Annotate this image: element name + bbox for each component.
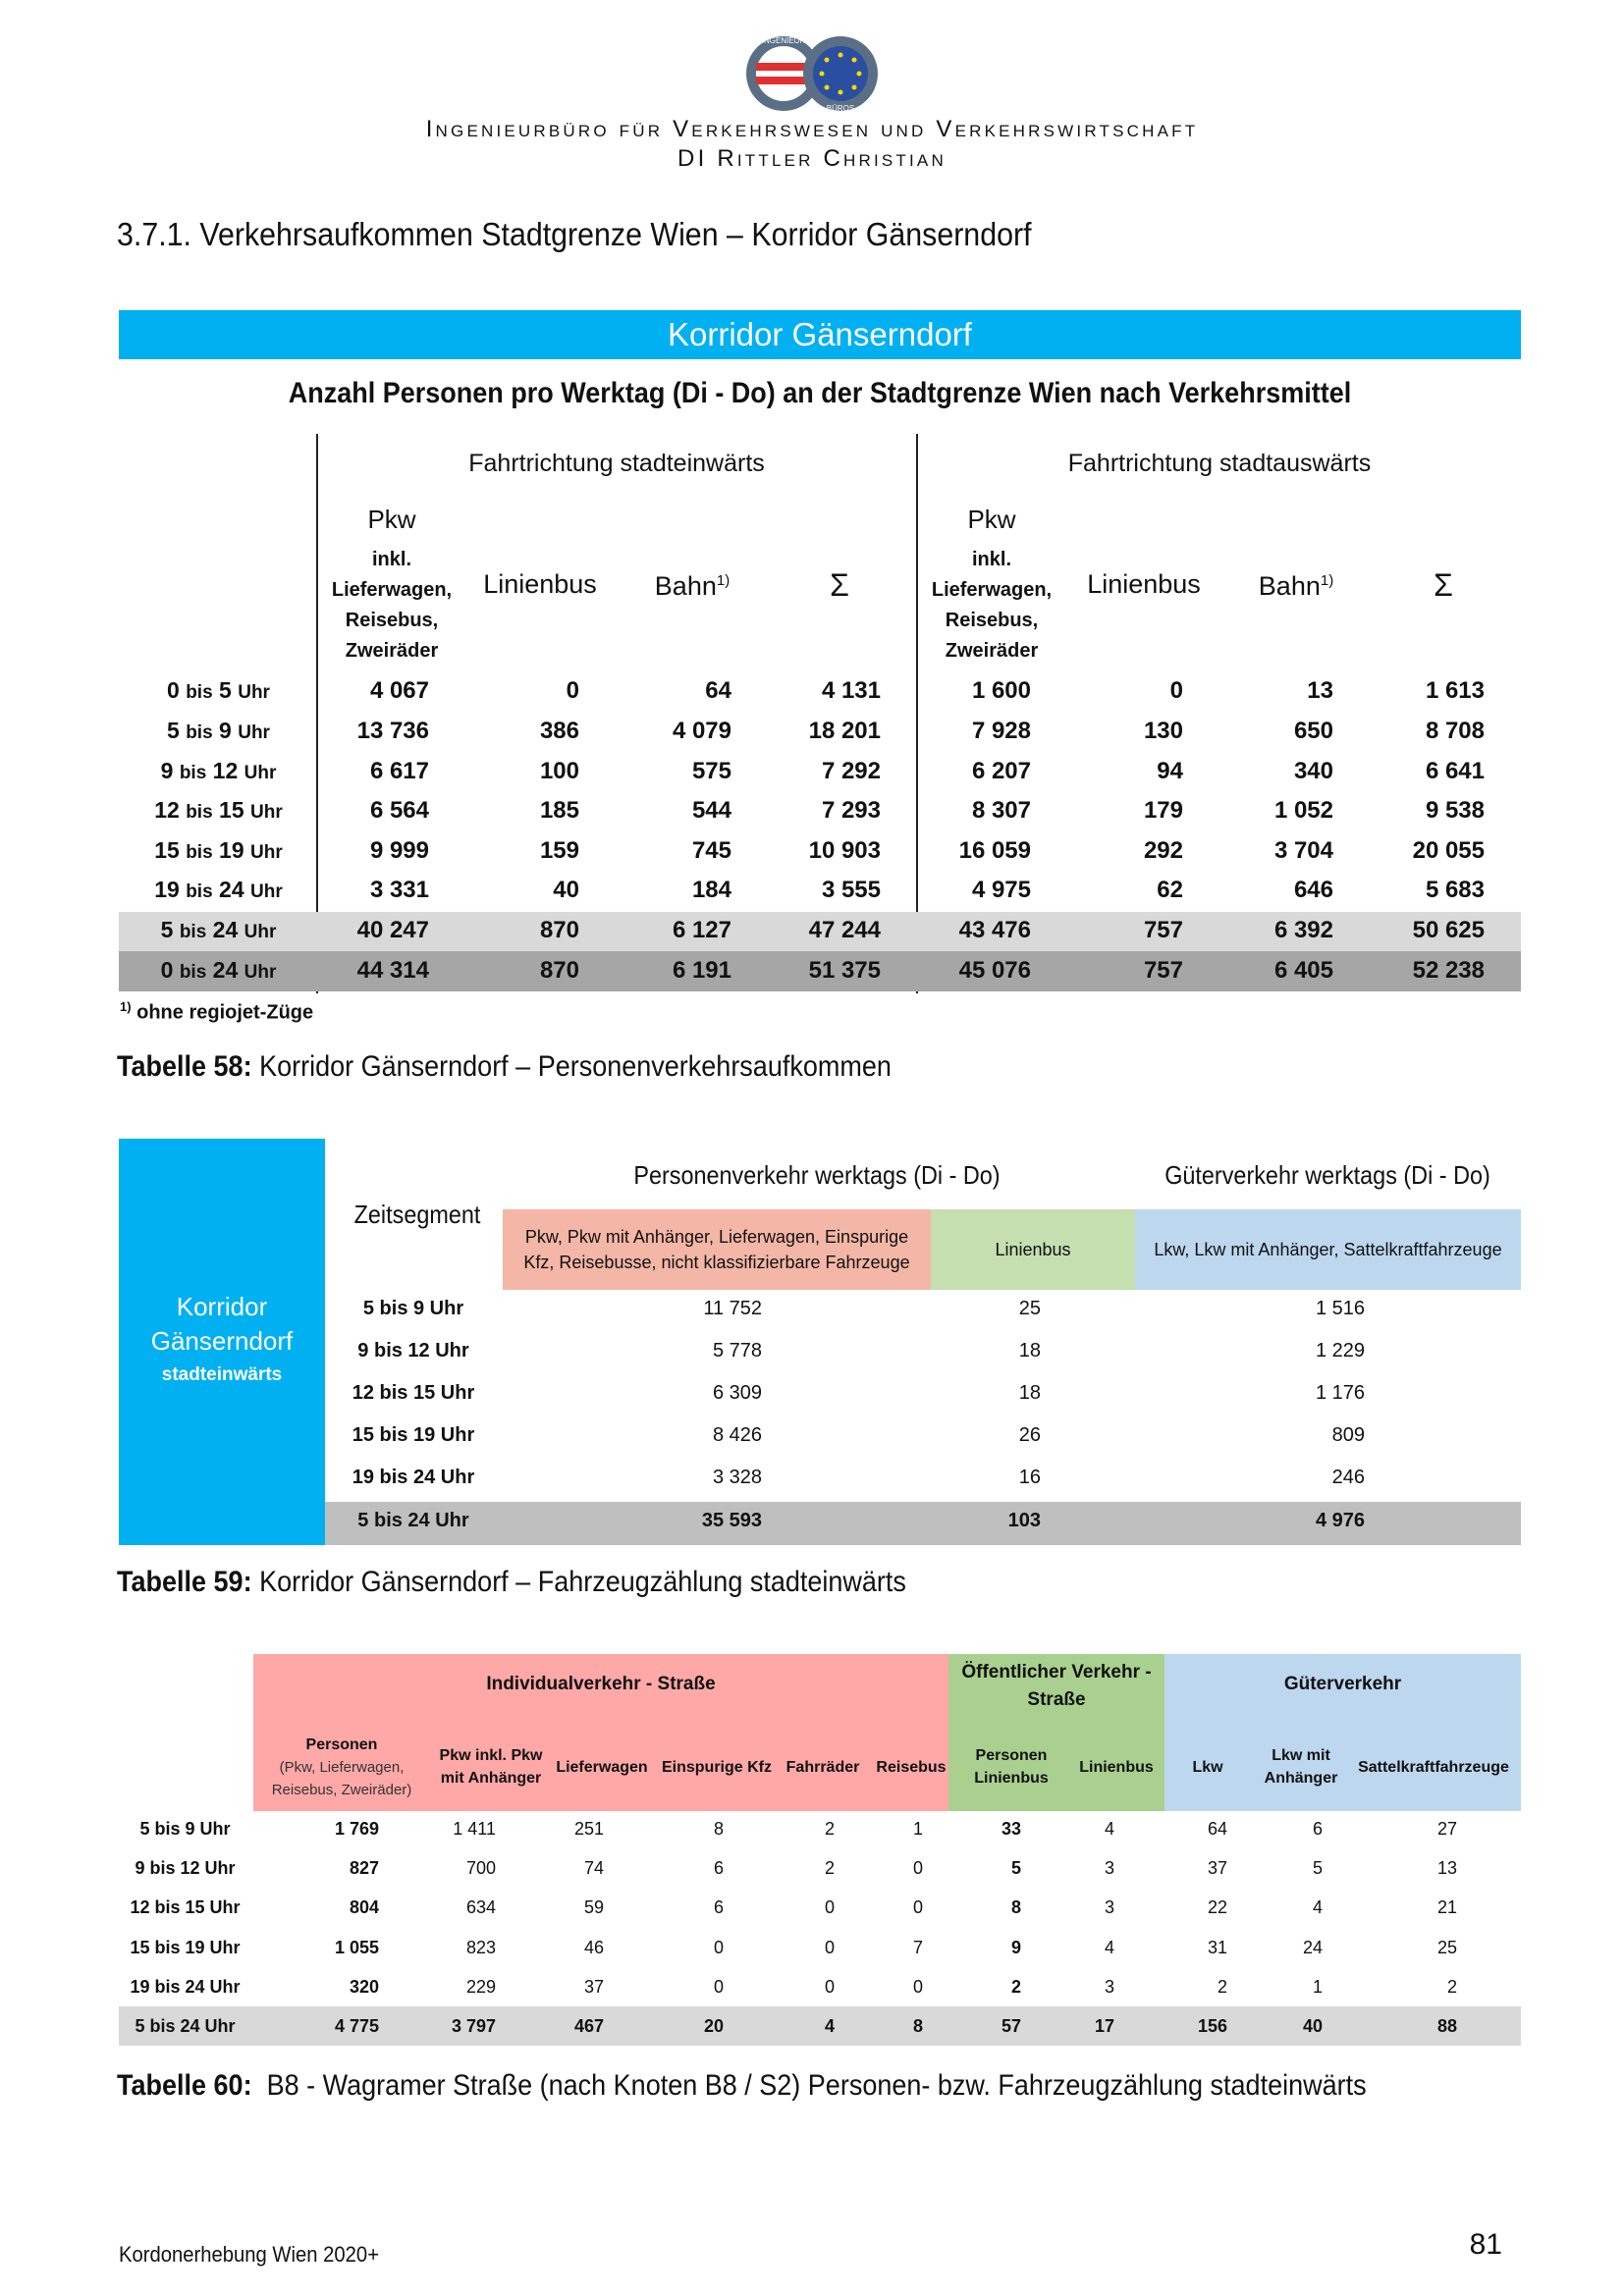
table58-cell: 4 975 [971,877,1031,903]
table60-col-main: Personen Linienbus [974,1747,1049,1787]
table60-grp-ov: Öffentlicher Verkehr - Straße [961,1662,1152,1710]
table59-row-label: 5 bis 9 Uhr [362,1298,464,1319]
table58-cell: 130 [1143,718,1183,744]
table58-cell: 44 314 [356,957,429,984]
table60-col-main: Fahrräder [785,1758,860,1776]
table58-cell: 20 055 [1412,837,1485,864]
table58-cell: 9 538 [1425,797,1485,824]
table60-col-header [656,1728,779,1806]
table58-col-bahn-in: Bahn$^{1)}$ [654,571,731,601]
row-uhr: Uhr [238,722,270,743]
table59-cell: 35 593 [701,1510,762,1531]
table58-cell: 40 247 [356,917,429,943]
table59-row-label: 5 bis 24 Uhr [357,1510,469,1531]
table60-cell: 37 [1207,1858,1227,1878]
row-bis: bis [186,802,213,823]
row-from: 0 [167,677,180,703]
table60-cell: 804 [349,1897,379,1917]
table58-caption: Tabelle 58: Korridor Gänserndorf – Personenverkehrsaufkommen [117,1050,892,1083]
table60-col-header [1252,1728,1350,1806]
table60-col-main: Lieferwagen [556,1758,648,1776]
table58-cell: 340 [1293,758,1333,784]
table58-cell: 0 [566,677,579,704]
table58-cell: 18 201 [808,718,881,744]
table58-row-label [123,758,314,784]
table58-cell: 870 [539,917,579,943]
table60-col-header [782,1728,865,1806]
table60-cell: 25 [1436,1938,1457,1957]
table60-cell: 229 [465,1977,496,1997]
table58-row-label [123,797,314,824]
table60-cell: 40 [1302,2016,1323,2036]
row-bis: bis [186,842,213,863]
table60-col-main: Personen [305,1735,378,1753]
table58-col-bahn-out: Bahn$^{1)}$ [1258,571,1334,601]
row-uhr: Uhr [250,842,283,863]
table60-cell: 4 [1104,1819,1114,1839]
table58-cell: 159 [539,837,579,864]
table60-col-header [962,1728,1060,1806]
table59-row-label: 12 bis 15 Uhr [352,1382,475,1404]
table60-cell: 156 [1197,2016,1227,2036]
table60-cell: 0 [713,1938,724,1957]
table59-row-label: 19 bis 24 Uhr [352,1467,475,1488]
table60-cell: 1 [1312,1977,1323,1997]
table58-cell: 6 405 [1273,957,1333,984]
table60-row-label: 5 bis 24 Uhr [135,2016,236,2036]
table58-cell: 1 600 [971,677,1031,704]
table60-cell: 6 [713,1858,724,1878]
table60-col-main: Einspurige Kfz [661,1758,772,1776]
table58-cell: 7 292 [821,758,881,784]
table60-cell: 8 [713,1819,724,1839]
table58-cell: 13 736 [356,718,429,744]
table59-caption: Tabelle 59: Korridor Gänserndorf – Fahrzeugzählung stadteinwärts [117,1566,906,1598]
table60-cell: 7 [912,1938,923,1957]
table59-cell: 246 [1331,1467,1365,1488]
table58-cell: 0 [1169,677,1183,704]
table58-footnote: $^{1)}$ ohne regiojet-Züge [120,999,314,1024]
table60-cell: 6 [713,1897,724,1917]
table60-cell: 827 [349,1858,379,1878]
table59-cell: 1 176 [1315,1382,1365,1404]
table59-pv-header: Personenverkehr werktags (Di - Do) [633,1160,1001,1190]
table59-zeitsegment: Zeitsegment [353,1200,481,1229]
row-uhr: Uhr [244,962,277,983]
table58-cell: 6 392 [1273,917,1333,943]
row-bis: bis [186,682,213,703]
table58-cell: 4 131 [821,677,881,704]
table58-cell: 870 [539,957,579,984]
table60-cell: 6 [1312,1819,1323,1839]
table58-row-label [123,718,314,744]
table58-row-label [123,877,314,903]
table58-cell: 3 331 [369,877,429,903]
table58-cell: 6 127 [672,917,731,943]
table59-col1-header: Pkw, Pkw mit Anhänger, Lieferwagen, Einspurige Kfz, Reisebusse, nicht klassifizierbare Fahrzeuge [503,1209,931,1290]
table60-col-main: Linienbus [1079,1758,1154,1776]
table58-cell: 6 191 [672,957,731,984]
table59-cell: 5 778 [712,1340,762,1362]
table60-cell: 9 [1010,1938,1021,1957]
table58-cell: 64 [705,677,731,704]
table58-cell: 10 903 [808,837,881,864]
table58-col-sum-in: Σ [830,567,849,603]
table60-cell: 0 [713,1977,724,1997]
row-to: 19 [219,837,244,863]
table58-cell: 45 076 [958,957,1031,984]
table58-dir-out: Fahrtrichtung stadtauswärts [1067,450,1372,477]
table58-col-pkw-out: Pkw [967,505,1016,534]
table59-cell: 26 [1018,1424,1041,1446]
row-uhr: Uhr [244,922,277,942]
table58-col-sum-out: Σ [1434,567,1453,603]
table58-col-pkw-sub-out: inkl. Lieferwagen, Reisebus, Zweiräder [931,549,1053,662]
table59-cell: 4 976 [1315,1510,1365,1531]
table60-row-label: 5 bis 9 Uhr [139,1819,231,1839]
table60-cell: 88 [1436,2016,1457,2036]
page-number: 81 [1469,2228,1502,2261]
table58-cell: 544 [691,797,731,824]
table60-col-header [1067,1728,1165,1806]
table60-cell: 2 [1217,1977,1227,1997]
table60-cell: 74 [583,1858,604,1878]
row-to: 24 [212,957,239,983]
table60-cell: 0 [912,1897,923,1917]
table58-cell: 3 704 [1273,837,1333,864]
company-logo [738,33,888,114]
table60-cell: 634 [465,1897,496,1917]
table58-cell: 8 307 [971,797,1031,824]
table60-cell: 20 [703,2016,724,2036]
table60-cell: 17 [1094,2016,1114,2036]
table58-row-label [123,917,314,943]
table60-col-header [872,1728,950,1806]
table60-caption: Tabelle 60: B8 - Wagramer Straße (nach Knoten B8 / S2) Personen- bzw. Fahrzeugzählung stadteinwärts [117,2069,1367,2102]
table60-cell: 31 [1207,1938,1227,1957]
row-to: 24 [219,877,244,902]
table58-cell: 6 564 [369,797,429,824]
row-uhr: Uhr [238,682,270,703]
table58-cell: 13 [1307,677,1333,704]
table60-cell: 4 [824,2016,835,2036]
table59-cell: 1 229 [1315,1340,1365,1362]
table60-cell: 33 [1001,1819,1021,1839]
table60-row-label: 12 bis 15 Uhr [130,1897,241,1917]
table59-col2-header: Linienbus [931,1209,1135,1290]
table60-col-sub: (Pkw, Lieferwagen, Reisebus, Zweiräder) [271,1758,412,1798]
table58-cell: 47 244 [808,917,881,943]
row-bis: bis [179,763,207,783]
table60-col-main: Reisebus [876,1758,947,1776]
table59-cell: 3 328 [712,1467,762,1488]
header-line-1: Ingenieurbüro für Verkehrswesen und Verkehrswirtschaft [425,116,1199,142]
table60-cell: 24 [1302,1938,1323,1957]
table60-cell: 1 [912,1819,923,1839]
table60-cell: 1 411 [453,1819,496,1839]
table58-cell: 40 [553,877,579,903]
table60-cell: 4 775 [334,2016,379,2036]
table60-cell: 3 [1104,1897,1114,1917]
table60-cell: 2 [1446,1977,1457,1997]
table60-cell: 5 [1010,1858,1021,1878]
row-from: 0 [160,957,174,983]
table58-col-pkw-in: Pkw [367,505,416,534]
table59-cell: 6 309 [712,1382,762,1404]
header-line-2: DI Rittler Christian [677,145,947,172]
table59-side-title: Korridor Gänserndorf [150,1292,294,1356]
table60-col-main: Sattelkraftfahrzeuge [1358,1758,1509,1776]
row-to: 12 [212,758,239,783]
row-uhr: Uhr [244,763,277,783]
row-uhr: Uhr [250,881,283,902]
table60-cell: 8 [912,2016,923,2036]
row-from: 5 [160,917,174,942]
table60-cell: 823 [465,1938,496,1957]
table60-col-main: Pkw inkl. Pkw mit Anhänger [439,1747,543,1787]
table60-cell: 3 [1104,1858,1114,1878]
table58-cell: 1 613 [1425,677,1485,704]
table60-cell: 4 [1104,1938,1114,1957]
row-from: 19 [154,877,180,902]
table60-cell: 5 [1312,1858,1323,1878]
row-from: 9 [160,758,174,783]
table60-col-header [1168,1728,1247,1806]
section-title: 3.7.1. Verkehrsaufkommen Stadtgrenze Wien – Korridor Gänserndorf [117,216,1032,252]
table59-row-label: 9 bis 12 Uhr [357,1340,469,1362]
table58-cell: 43 476 [958,917,1031,943]
table60-col-header [258,1728,425,1806]
table58-col-bus-out: Linienbus [1087,569,1201,599]
table60-col-main: Lkw mit Anhänger [1264,1747,1338,1787]
table58-cell: 745 [691,837,731,864]
row-to: 24 [212,917,239,942]
table58-cell: 62 [1157,877,1183,903]
table58-cell: 650 [1293,718,1333,744]
table58-cell: 292 [1143,837,1183,864]
table60-cell: 4 [1312,1897,1323,1917]
table59-gv-header: Güterverkehr werktags (Di - Do) [1164,1160,1490,1190]
table58-cell: 1 052 [1273,797,1333,824]
table58-row-label [123,837,314,864]
table59-col3-header: Lkw, Lkw mit Anhänger, Sattelkraftfahrzeuge [1135,1209,1521,1290]
table59-cell: 809 [1331,1424,1365,1446]
row-from: 5 [167,718,180,743]
table59-cell: 103 [1007,1510,1041,1531]
table60-cell: 3 [1104,1977,1114,1997]
table58-cell: 51 375 [808,957,881,984]
table60-cell: 46 [583,1938,604,1957]
row-to: 9 [219,718,232,743]
table60-col-header [432,1728,550,1806]
table60-cell: 2 [1010,1977,1021,1997]
table59-cell: 18 [1018,1382,1041,1404]
table60-cell: 467 [573,2016,604,2036]
row-bis: bis [186,881,213,902]
table60-row-label: 19 bis 24 Uhr [130,1977,241,1997]
table59-cell: 18 [1018,1340,1041,1362]
table58-cell: 185 [539,797,579,824]
row-to: 5 [219,677,232,703]
table60-cell: 1 055 [334,1938,379,1957]
table58-cell: 16 059 [958,837,1031,864]
table60-col-header [1355,1728,1512,1806]
table59-row-label: 15 bis 19 Uhr [352,1424,475,1446]
table60-cell: 251 [573,1819,604,1839]
table60-row-label: 15 bis 19 Uhr [130,1938,241,1957]
table59-cell: 11 752 [703,1298,762,1319]
row-bis: bis [179,962,207,983]
row-bis: bis [186,722,213,743]
table60-grp-gv: Güterverkehr [1283,1674,1402,1694]
table60-col-main: Lkw [1192,1758,1223,1776]
table60-cell: 700 [465,1858,496,1878]
table58-row-label [123,677,314,704]
table58-cell: 757 [1143,957,1183,984]
table58-band-title: Korridor Gänserndorf [119,310,1521,359]
table58-cell: 9 999 [369,837,429,864]
table58-cell: 94 [1157,758,1183,784]
table60-cell: 0 [912,1977,923,1997]
table60-cell: 59 [583,1897,604,1917]
table60-cell: 320 [349,1977,379,1997]
row-from: 12 [154,797,180,823]
table58-cell: 575 [691,758,731,784]
table60-cell: 21 [1436,1897,1457,1917]
table58-cell: 6 617 [369,758,429,784]
table60-cell: 37 [583,1977,604,1997]
table60-cell: 27 [1436,1819,1457,1839]
table58-cell: 386 [539,718,579,744]
table58-row-label [123,957,314,984]
table60-cell: 1 769 [334,1819,379,1839]
table58-dir-in: Fahrtrichtung stadteinwärts [468,450,765,477]
table58-cell: 100 [539,758,579,784]
table58-cell: 7 293 [821,797,881,824]
table58-cell: 3 555 [821,877,881,903]
row-bis: bis [179,922,207,942]
table58-col-pkw-sub-in: inkl. Lieferwagen, Reisebus, Zweiräder [331,549,453,662]
table59-side-panel [119,1139,325,1545]
table58-cell: 8 708 [1425,718,1485,744]
table58-cell: 6 207 [971,758,1031,784]
table59-cell: 25 [1018,1298,1041,1319]
table60-cell: 2 [824,1858,835,1878]
table59-side-sub: stadteinwärts [161,1364,283,1385]
table60-cell: 13 [1436,1858,1457,1878]
svg-text:BÜROS: BÜROS [826,104,855,113]
table58-cell: 50 625 [1412,917,1485,943]
table58-cell: 4 067 [369,677,429,704]
row-to: 15 [219,797,244,823]
table58-cell: 646 [1293,877,1333,903]
table58-cell: 757 [1143,917,1183,943]
table58-cell: 52 238 [1412,957,1485,984]
table59-cell: 16 [1018,1467,1041,1488]
table60-cell: 0 [824,1938,835,1957]
table58-cell: 6 641 [1425,758,1485,784]
table60-row-label: 9 bis 12 Uhr [135,1858,236,1878]
table58-cell: 7 928 [971,718,1031,744]
table60-cell: 0 [824,1897,835,1917]
table58-cell: 5 683 [1425,877,1485,903]
row-uhr: Uhr [250,802,283,823]
table59-cell: 1 516 [1315,1298,1365,1319]
table60-cell: 8 [1010,1897,1021,1917]
table60-cell: 64 [1207,1819,1227,1839]
table60-cell: 0 [824,1977,835,1997]
table60-col-header [553,1728,651,1806]
table60-grp-iv: Individualverkehr - Straße [486,1674,716,1694]
table60-cell: 57 [1001,2016,1021,2036]
svg-text:INGENIEUR: INGENIEUR [761,36,806,45]
table59-cell: 8 426 [712,1424,762,1446]
table58-cell: 184 [691,877,731,903]
table58-cell: 179 [1143,797,1183,824]
table60-cell: 3 797 [451,2016,496,2036]
footer-text: Kordonerhebung Wien 2020+ [119,2242,380,2267]
table58-cell: 4 079 [672,718,731,744]
table58-subtitle: Anzahl Personen pro Werktag (Di - Do) an der Stadtgrenze Wien nach Verkehrsmittel [288,377,1352,409]
table60-cell: 2 [824,1819,835,1839]
table58-col-bus-in: Linienbus [483,569,597,599]
table60-cell: 0 [912,1858,923,1878]
row-from: 15 [154,837,180,863]
table60-cell: 22 [1207,1897,1227,1917]
